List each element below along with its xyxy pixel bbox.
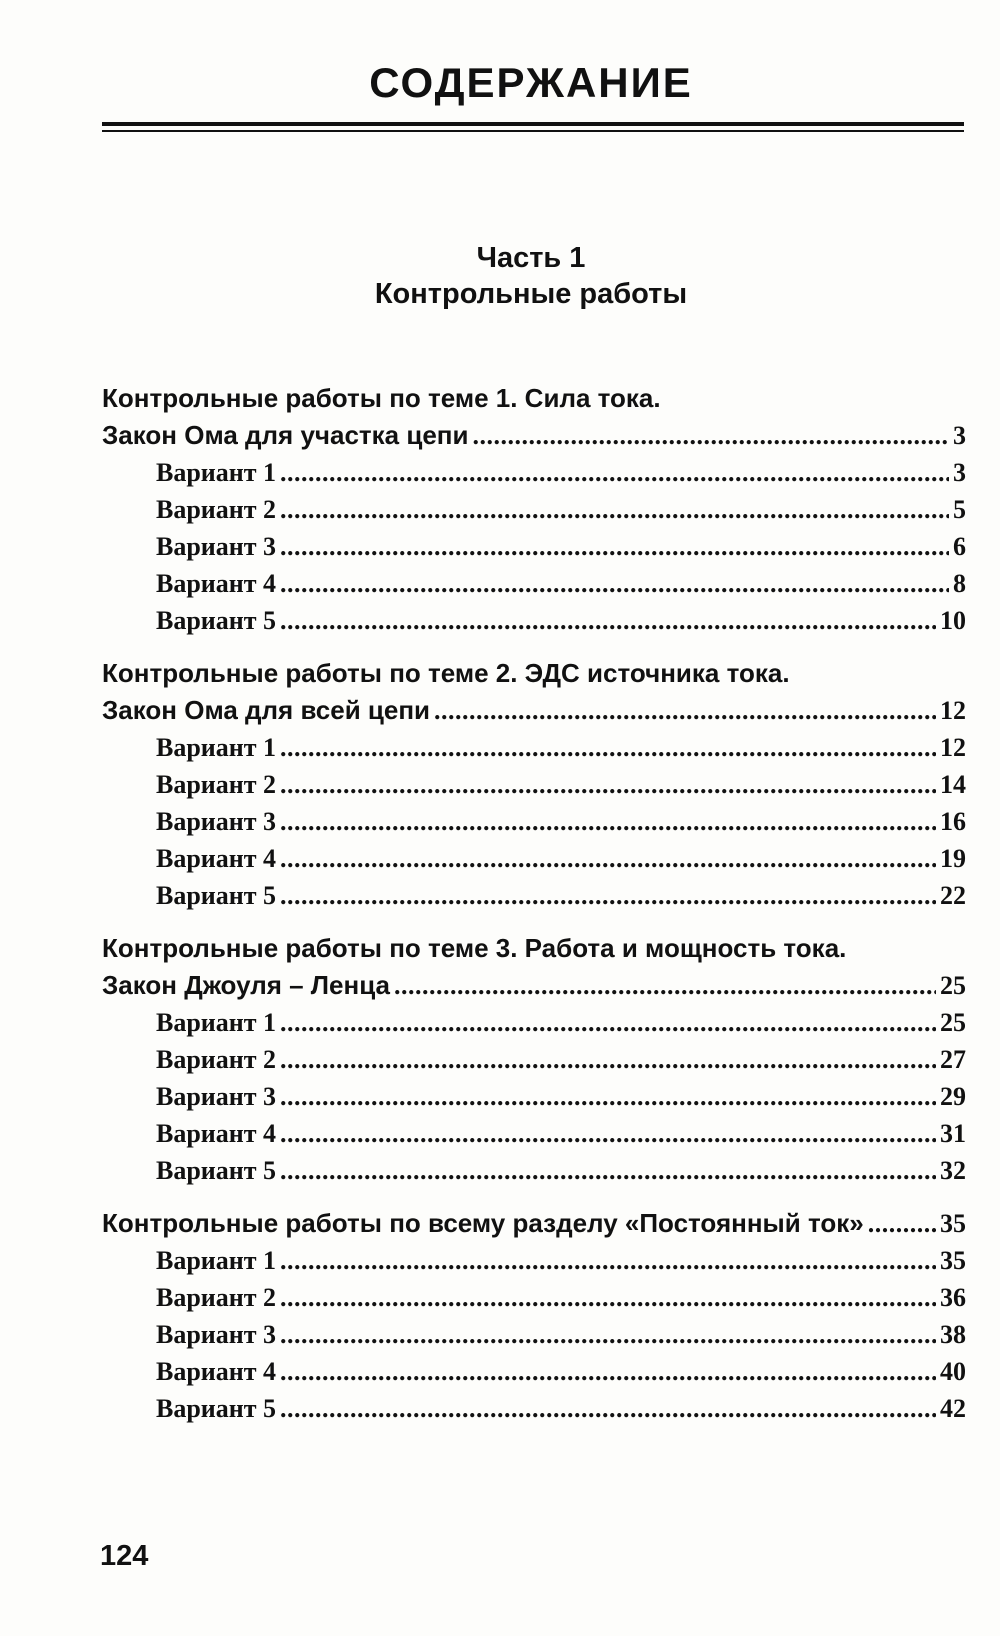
toc-page-number: 10 xyxy=(940,606,966,635)
toc-entry-title: Закон Джоуля – Ленца xyxy=(102,970,390,1000)
toc-page-number: 42 xyxy=(940,1394,966,1423)
dot-leader xyxy=(394,967,936,1004)
toc-entry xyxy=(102,1242,966,1279)
dot-leader xyxy=(280,1078,936,1115)
toc-entry xyxy=(102,967,966,1004)
dot-leader xyxy=(280,1041,936,1078)
dot-leader xyxy=(280,877,936,914)
dot-leader xyxy=(472,417,949,454)
dot-leader xyxy=(280,565,949,602)
toc-entry-title: Закон Ома для всей цепи xyxy=(102,695,431,725)
toc-entry xyxy=(102,803,966,840)
toc-page-number: 3 xyxy=(953,458,966,487)
toc-entry xyxy=(102,1115,966,1152)
dot-leader xyxy=(280,1004,936,1041)
page-number: 124 xyxy=(100,1540,149,1572)
dot-leader xyxy=(280,1152,936,1189)
toc-entry xyxy=(102,565,966,602)
toc-entry-title: Вариант 5 xyxy=(156,881,277,910)
toc-section-heading xyxy=(102,655,966,692)
dot-leader xyxy=(280,528,949,565)
toc-page-number: 31 xyxy=(940,1119,966,1148)
toc-page-number: 14 xyxy=(940,770,966,799)
dot-leader xyxy=(280,803,936,840)
toc-page-number: 5 xyxy=(953,495,966,524)
toc-entry xyxy=(102,729,966,766)
section-gap xyxy=(102,914,966,930)
toc-section-heading xyxy=(102,930,966,967)
dot-leader xyxy=(280,454,949,491)
toc-entry xyxy=(102,602,966,639)
toc-entry xyxy=(102,454,966,491)
toc-entry xyxy=(102,1004,966,1041)
toc-page-number: 35 xyxy=(940,1209,966,1238)
page-title: СОДЕРЖАНИЕ xyxy=(369,59,693,106)
toc-section-heading xyxy=(102,380,966,417)
toc-entry xyxy=(102,1353,966,1390)
dot-leader xyxy=(280,1390,936,1427)
dot-leader xyxy=(434,692,936,729)
toc-entry xyxy=(102,1279,966,1316)
toc-entry-title: Вариант 3 xyxy=(156,532,277,561)
toc-entry xyxy=(102,491,966,528)
toc-entry xyxy=(102,417,966,454)
section-gap xyxy=(102,1189,966,1205)
toc-page-number: 22 xyxy=(940,881,966,910)
title-rule-thin xyxy=(102,130,964,132)
toc-entry-title: Контрольные работы по всему разделу «Постоянный ток» xyxy=(102,1208,864,1238)
dot-leader xyxy=(868,1205,936,1242)
toc-page-number: 27 xyxy=(940,1045,966,1074)
toc-entry-title: Вариант 5 xyxy=(156,1156,277,1185)
toc-page-number: 6 xyxy=(953,532,966,561)
toc-page-number: 35 xyxy=(940,1246,966,1275)
toc-page-number: 3 xyxy=(953,421,966,450)
toc-entry xyxy=(102,877,966,914)
toc-entry xyxy=(102,1316,966,1353)
table-of-contents xyxy=(102,380,966,1427)
dot-leader xyxy=(280,491,949,528)
toc-heading-text: Контрольные работы по теме 1. Сила тока. xyxy=(102,383,661,413)
toc-page-number: 16 xyxy=(940,807,966,836)
part-name: Контрольные работы xyxy=(374,278,688,310)
dot-leader xyxy=(280,766,936,803)
toc-entry-title: Вариант 1 xyxy=(156,733,277,762)
toc-entry xyxy=(102,1041,966,1078)
toc-page-number: 19 xyxy=(940,844,966,873)
dot-leader xyxy=(280,602,936,639)
toc-page-number: 32 xyxy=(940,1156,966,1185)
toc-entry xyxy=(102,766,966,803)
part-number: Часть 1 xyxy=(476,242,586,274)
toc-entry-title: Вариант 3 xyxy=(156,807,277,836)
toc-entry xyxy=(102,692,966,729)
toc-page-number: 29 xyxy=(940,1082,966,1111)
toc-entry-title: Вариант 4 xyxy=(156,1357,277,1386)
toc-page-number: 25 xyxy=(940,1008,966,1037)
toc-entry xyxy=(102,1390,966,1427)
toc-entry-title: Вариант 4 xyxy=(156,1119,277,1148)
toc-entry-title: Вариант 3 xyxy=(156,1320,277,1349)
toc-entry xyxy=(102,1078,966,1115)
toc-entry-title: Вариант 1 xyxy=(156,458,277,487)
dot-leader xyxy=(280,1316,936,1353)
toc-entry-title: Вариант 1 xyxy=(156,1008,277,1037)
toc-page-number: 8 xyxy=(953,569,966,598)
dot-leader xyxy=(280,1353,936,1390)
toc-page-number: 12 xyxy=(940,696,966,725)
title-rule-thick xyxy=(102,122,964,126)
toc-entry-title: Вариант 3 xyxy=(156,1082,277,1111)
toc-entry xyxy=(102,1152,966,1189)
dot-leader xyxy=(280,1242,936,1279)
toc-entry-title: Вариант 5 xyxy=(156,1394,277,1423)
toc-entry-title: Вариант 1 xyxy=(156,1246,277,1275)
section-gap xyxy=(102,639,966,655)
dot-leader xyxy=(280,1279,936,1316)
toc-entry-title: Вариант 2 xyxy=(156,770,277,799)
toc-entry-title: Вариант 2 xyxy=(156,495,277,524)
dot-leader xyxy=(280,840,936,877)
toc-entry-title: Вариант 4 xyxy=(156,569,277,598)
toc-entry-title: Вариант 4 xyxy=(156,844,277,873)
dot-leader xyxy=(280,729,936,766)
toc-page-number: 25 xyxy=(940,971,966,1000)
toc-heading-text: Контрольные работы по теме 2. ЭДС источника тока. xyxy=(102,658,790,688)
toc-entry xyxy=(102,528,966,565)
toc-page-number: 36 xyxy=(940,1283,966,1312)
toc-entry-title: Вариант 2 xyxy=(156,1283,277,1312)
toc-entry-title: Вариант 5 xyxy=(156,606,277,635)
toc-entry xyxy=(102,840,966,877)
dot-leader xyxy=(280,1115,936,1152)
toc-entry-title: Закон Ома для участка цепи xyxy=(102,420,469,450)
toc-entry-title: Вариант 2 xyxy=(156,1045,277,1074)
toc-page-number: 40 xyxy=(940,1357,966,1386)
toc-entry xyxy=(102,1205,966,1242)
toc-page-number: 12 xyxy=(940,733,966,762)
toc-page-number: 38 xyxy=(940,1320,966,1349)
toc-heading-text: Контрольные работы по теме 3. Работа и мощность тока. xyxy=(102,933,847,963)
